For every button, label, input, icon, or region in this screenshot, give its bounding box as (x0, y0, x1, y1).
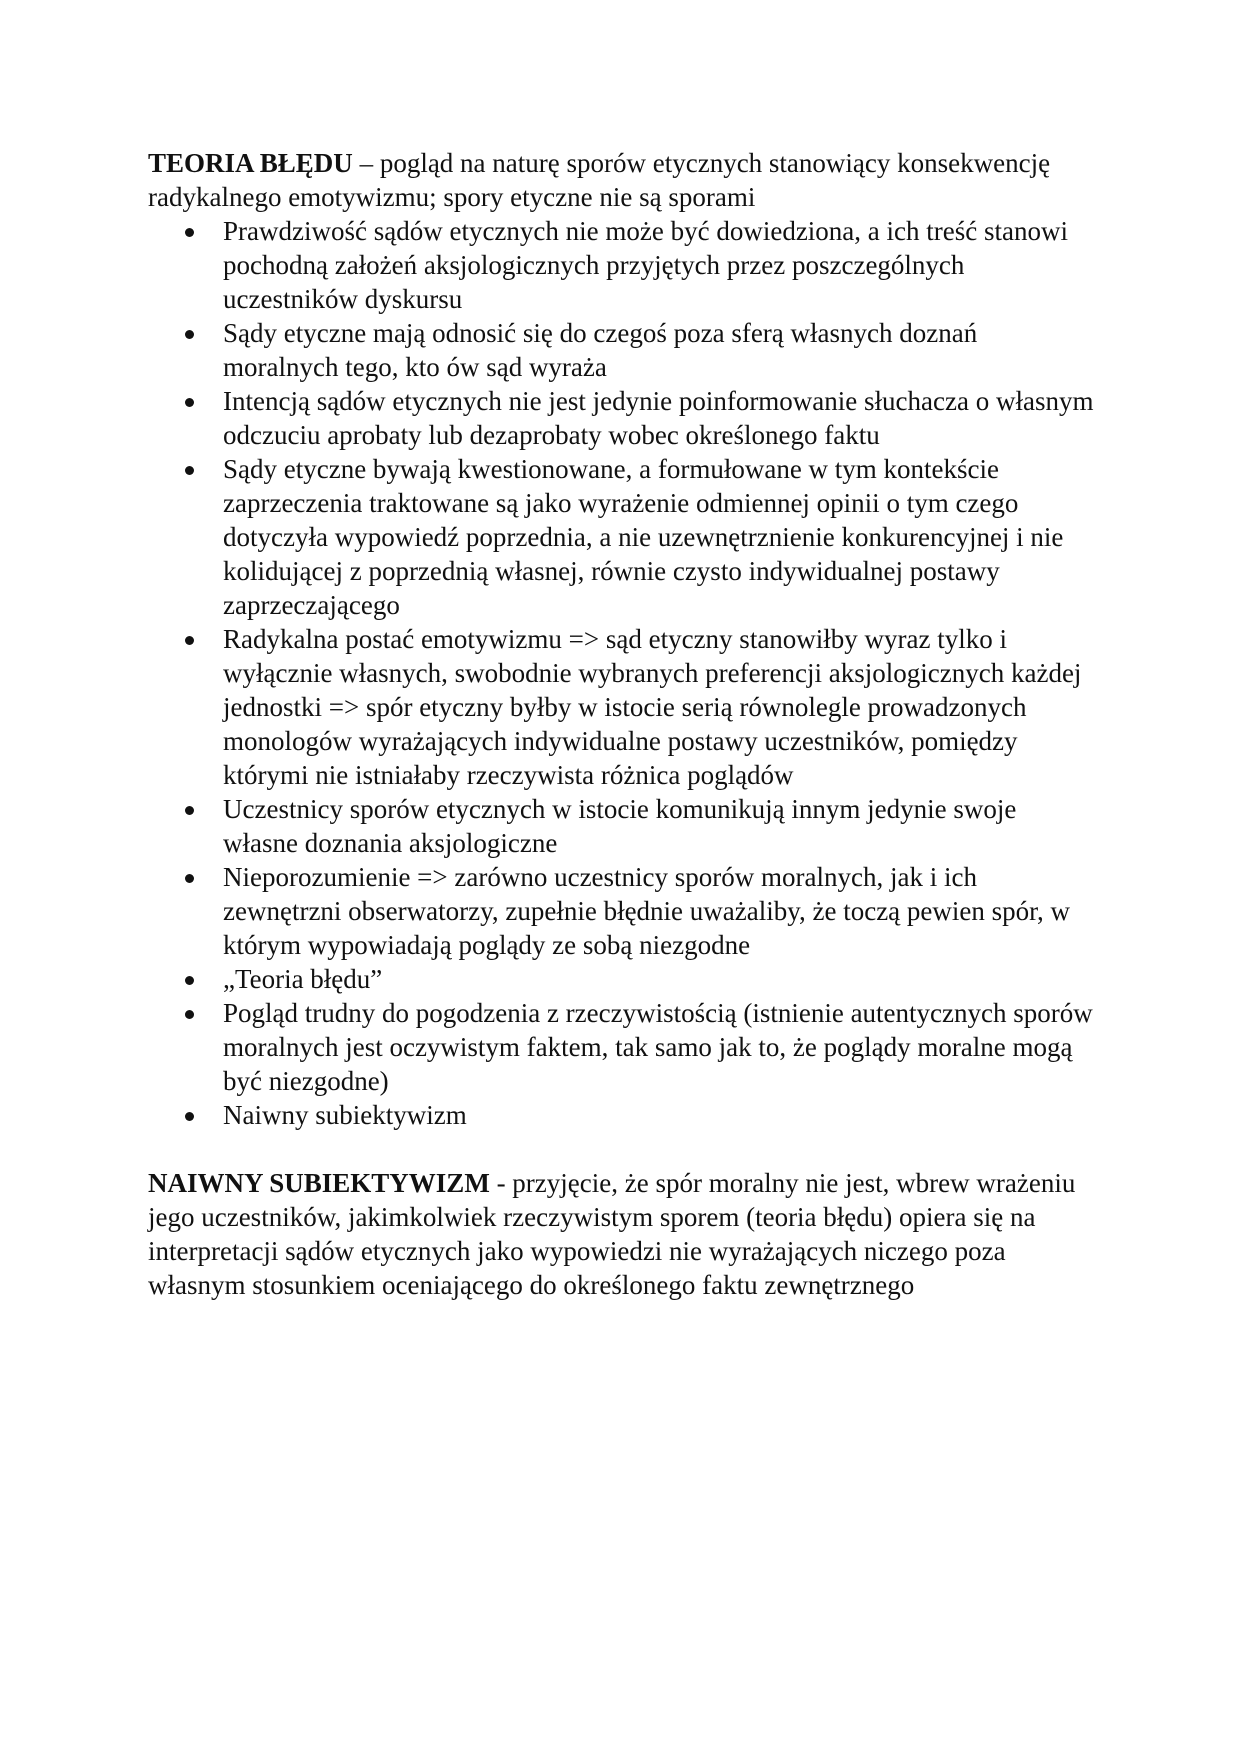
document-page (148, 146, 1098, 1302)
bullet-icon (185, 1112, 194, 1121)
list-item-text: Prawdziwość sądów etycznych nie może być dowiedziona, a ich treść stanowi pochodną założeń aksjologicznych przyjętych przez poszczególnych uczestników dyskursu (223, 216, 1068, 314)
theory-of-error-text: – pogląd na naturę sporów etycznych stanowiący konsekwencję radykalnego emotywizmu; spory etyczne nie są sporami (148, 148, 1051, 212)
list-item-text: Intencją sądów etycznych nie jest jedynie poinformowanie słuchacza o własnym odczuciu aprobaty lub dezaprobaty wobec określonego faktu (223, 386, 1094, 450)
bullet-icon (185, 636, 194, 645)
list-item-text: Sądy etyczne mają odnosić się do czegoś poza sferą własnych doznań moralnych tego, kto ów sąd wyraża (223, 318, 978, 382)
bullet-icon (185, 228, 194, 237)
list-item-text: Uczestnicy sporów etycznych w istocie komunikują innym jedynie swoje własne doznania aksjologiczne (223, 794, 1017, 858)
bullet-icon (185, 330, 194, 339)
bullet-list (148, 214, 1098, 1132)
bullet-icon (185, 874, 194, 883)
list-item (148, 214, 1098, 316)
list-item-text: Pogląd trudny do pogodzenia z rzeczywistością (istnienie autentycznych sporów moralnych jest oczywistym faktem, tak samo jak to, że poglądy moralne mogą być niezgodne) (223, 998, 1093, 1096)
list-item-text: Nieporozumienie => zarówno uczestnicy sporów moralnych, jak i ich zewnętrzni obserwatorzy, zupełnie błędnie uważaliby, że toczą pewien spór, w którym wypowiadają poglądy ze sobą niezgodne (223, 862, 1071, 960)
list-item (148, 452, 1098, 622)
naive-subjectivism-text: - przyjęcie, że spór moralny nie jest, wbrew wrażeniu jego uczestników, jakimkolwiek rzeczywistym sporem (teoria błędu) opiera się na interpretacji sądów etycznych jako wypowiedzi nie wyrażających niczego poza własnym stosunkiem oceniającego do określonego faktu zewnętrznego (148, 1168, 1076, 1300)
bullet-icon (185, 1010, 194, 1019)
bullet-icon (185, 398, 194, 407)
bullet-icon (185, 466, 194, 475)
list-item (148, 860, 1098, 962)
list-item-text: Radykalna postać emotywizmu => sąd etyczny stanowiłby wyraz tylko i wyłącznie własnych, swobodnie wybranych preferencji aksjologicznych każdej jednostki => spór etyczny byłby w istocie serią równolegle prowadzonych monologów wyrażających indywidualne postawy uczestników, pomiędzy którymi nie istniałaby rzeczywista różnica poglądów (223, 624, 1082, 790)
bullet-icon (185, 806, 194, 815)
naive-subjectivism-definition (148, 1166, 1098, 1302)
bullet-icon (185, 976, 194, 985)
list-item (148, 1098, 1098, 1132)
list-item-text: Naiwny subiektywizm (223, 1100, 467, 1130)
list-item-text: „Teoria błędu” (223, 964, 383, 994)
list-item (148, 792, 1098, 860)
list-item-text: Sądy etyczne bywają kwestionowane, a formułowane w tym kontekście zaprzeczenia traktowane są jako wyrażenie odmiennej opinii o tym czego dotyczyła wypowiedź poprzednia, a nie uzewnętrznienie konkurencyjnej i nie kolidującej z poprzednią własnej, równie czysto indywidualnej postawy zaprzeczającego (223, 454, 1064, 620)
theory-of-error-definition (148, 146, 1098, 214)
naive-subjectivism-term: NAIWNY SUBIEKTYWIZM (148, 1168, 490, 1198)
list-item (148, 384, 1098, 452)
theory-of-error-term: TEORIA BŁĘDU (148, 148, 353, 178)
list-item (148, 996, 1098, 1098)
list-item (148, 622, 1098, 792)
paragraph-spacer (148, 1132, 1098, 1166)
list-item (148, 962, 1098, 996)
list-item (148, 316, 1098, 384)
